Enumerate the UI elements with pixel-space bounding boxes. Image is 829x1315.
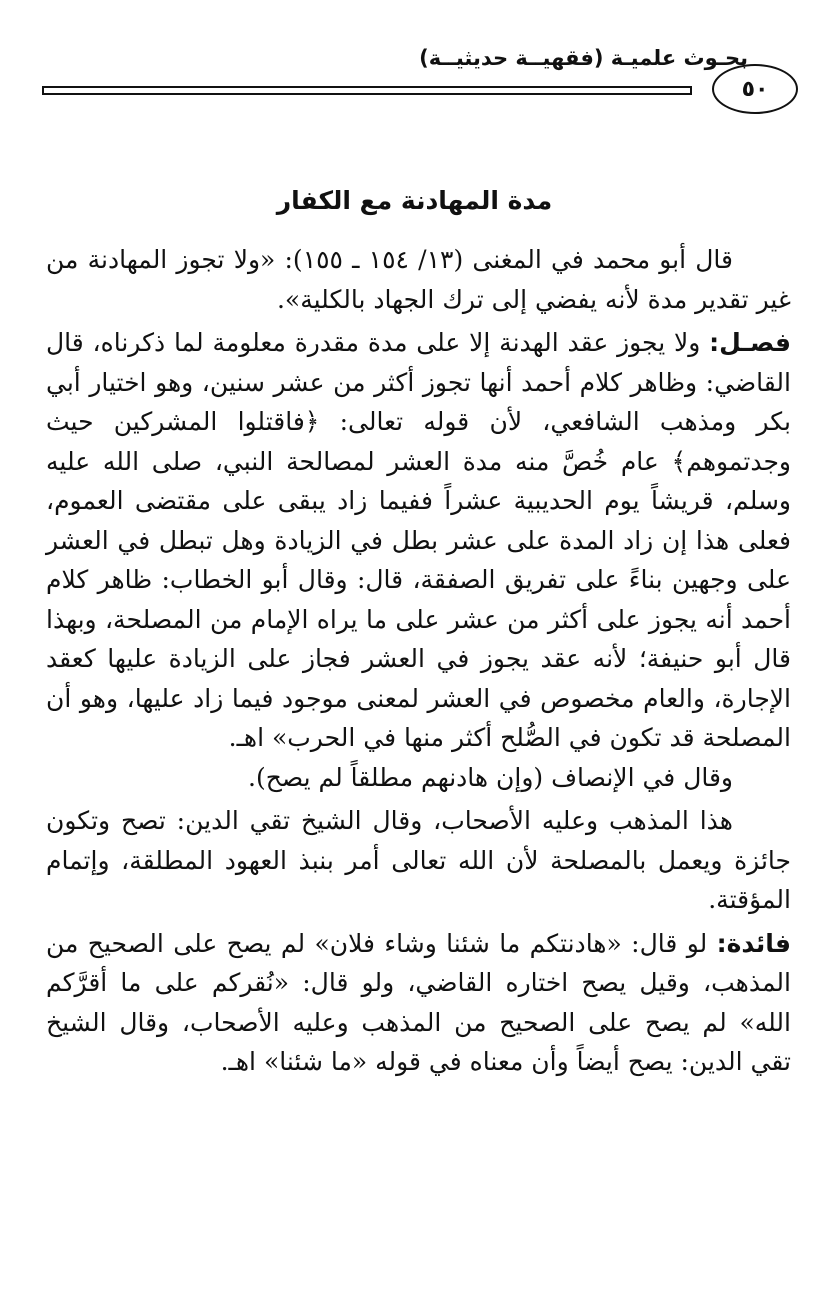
section-title: مدة المهادنة مع الكفار: [276, 186, 553, 215]
paragraph-3-text: وقال في الإنصاف (وإن هادنهم مطلقاً لم يصح).: [248, 762, 733, 792]
paragraph-3: [46, 758, 791, 798]
paragraph-1-text: قال أبو محمد في المغنى (١٣/ ١٥٤ ـ ١٥٥): «ولا تجوز المهادنة من غير تقدير مدة لأنه يفضي إلى ترك الجهاد بالكلية».: [46, 245, 791, 314]
running-title: بحـوث علميـة (فقهيــة حديثيــة): [419, 46, 748, 70]
paragraph-4: [46, 801, 791, 920]
page-number: ٥٠: [712, 64, 798, 114]
page-header: [28, 38, 788, 128]
body-text: [46, 240, 791, 1082]
paragraph-2-lead: فصـل:: [709, 328, 791, 357]
paragraph-2-text: ولا يجوز عقد الهدنة إلا على مدة مقدرة معلومة لما ذكرناه، قال القاضي: وظاهر كلام أحمد أنها تجوز أكثر من عشر سنين، وهو اختيار أبي بكر ومذهب الشافعي، لأن قوله تعالى: ﴿فاقتلوا المشركين حيث وجدتموهم﴾ عام خُصَّ منه مدة العشر لمصالحة النبي، صلى الله عليه وسلم، قريشاً يوم الحديبية عشراً ففيما زاد يبقى على مقتضى العموم، فعلى هذا إن زاد المدة على عشر بطل في الزيادة وهل تبطل في العشر على وجهين بناءً على تفريق الصفقة، قال: وقال أبو الخطاب: ظاهر كلام أحمد أنه يجوز على أكثر من عشر على ما يراه الإمام من المصلحة، وبهذا قال أبو حنيفة؛ لأنه عقد يجوز في العشر فجاز على الزيادة عليها كعقد الإجارة، والعام مخصوص في العشر لمعنى موجود فيما زاد عليها، وهو أن المصلحة قد تكون في الصُّلح أكثر منها في الحرب» اهـ.: [46, 328, 791, 752]
paragraph-2: [46, 323, 791, 758]
paragraph-5-lead: فائدة:: [716, 928, 791, 958]
paragraph-4-text: هذا المذهب وعليه الأصحاب، وقال الشيخ تقي الدين: تصح وتكون جائزة ويعمل بالمصلحة لأن الله تعالى أمر بنبذ العهود المطلقة، وإتمام المؤقتة.: [46, 806, 791, 914]
header-rule: [42, 86, 692, 95]
paragraph-5: [46, 924, 791, 1082]
paragraph-1: [46, 240, 791, 319]
paragraph-5-text: لو قال: «هادنتكم ما شئنا وشاء فلان» لم يصح على الصحيح من المذهب، وقيل يصح اختاره القاضي، ولو قال: «نُقركم على ما أقرَّكم الله» لم يصح على الصحيح من المذهب وعليه الأصحاب، وقال الشيخ تقي الدين: يصح أيضاً وأن معناه في قوله «ما شئنا» اهـ.: [46, 928, 791, 1076]
